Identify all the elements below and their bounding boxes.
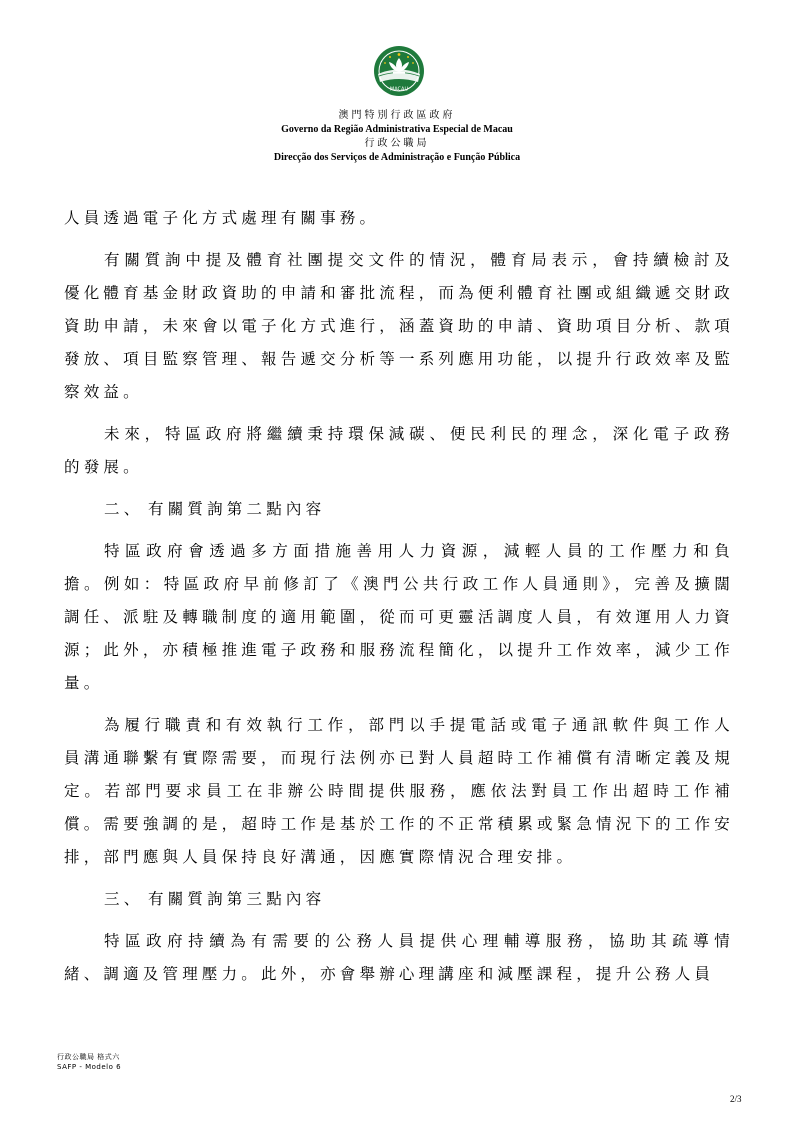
section-title: 有關質詢第二點內容 [148, 500, 326, 518]
paragraph: 特區政府會透過多方面措施善用人力資源，減輕人員的工作壓力和負擔。例如：特區政府早前修訂了《澳門公共行政工作人員通則》，完善及擴闊調任、派駐及轉職制度的適用範圍，從而可更靈活調度人員，有效運用人力資源；此外，亦積極推進電子政務和服務流程簡化，以提升工作效率，減少工作量。 [64, 542, 734, 692]
paragraph: 人員透過電子化方式處理有關事務。 [64, 209, 380, 227]
form-footer [57, 1052, 121, 1072]
org-name-pt: Governo da Região Administrativa Especial de Macau [281, 124, 513, 135]
paragraph: 為履行職責和有效執行工作，部門以手提電話或電子通訊軟件與工作人員溝通聯繫有實際需要，而現行法例亦已對人員超時工作補償有清晰定義及規定。若部門要求員工在非辦公時間提供服務，應依法對員工作出超時工作補償。需要強調的是，超時工作是基於工作的不正常積累或緊急情況下的工作安排，部門應與人員保持良好溝通，因應實際情況合理安排。 [64, 716, 734, 866]
section-heading-3 [64, 883, 734, 916]
section-number: 二、 [104, 500, 144, 518]
dept-name-pt: Direcção dos Serviços de Administração e Função Pública [273, 152, 521, 163]
letterhead [0, 109, 794, 165]
section-heading-2 [64, 493, 734, 526]
paragraph: 未來，特區政府將繼續秉持環保減碳、便民利民的理念，深化電子政務的發展。 [64, 425, 734, 476]
section-number: 三、 [104, 890, 144, 908]
document-body [64, 202, 734, 1000]
emblem-lettering: MACAU [389, 86, 409, 93]
paragraph: 有關質詢中提及體育社團提交文件的情況，體育局表示，會持續檢討及優化體育基金財政資助的申請和審批流程，而為便利體育社團或組織遞交財政資助申請，未來會以電子化方式進行，涵蓋資助的申請、資助項目分析、款項發放、項目監察管理、報告遞交分析等一系列應用功能，以提升行政效率及監察效益。 [64, 251, 734, 401]
paragraph: 特區政府持續為有需要的公務人員提供心理輔導服務，協助其疏導情緒、調適及管理壓力。此外，亦會舉辦心理講座和減壓課程，提升公務人員 [64, 932, 734, 983]
page-number: 2/3 [730, 1094, 742, 1104]
form-code-cn: 行政公職局 格式六 [57, 1053, 120, 1061]
section-title: 有關質詢第三點內容 [148, 890, 326, 908]
org-name-cn: 澳門特別行政區政府 [338, 110, 456, 121]
form-code-pt: SAFP - Modelo 6 [57, 1063, 122, 1071]
macau-sar-emblem-icon [373, 45, 425, 97]
dept-name-cn: 行政公職局 [364, 138, 430, 149]
